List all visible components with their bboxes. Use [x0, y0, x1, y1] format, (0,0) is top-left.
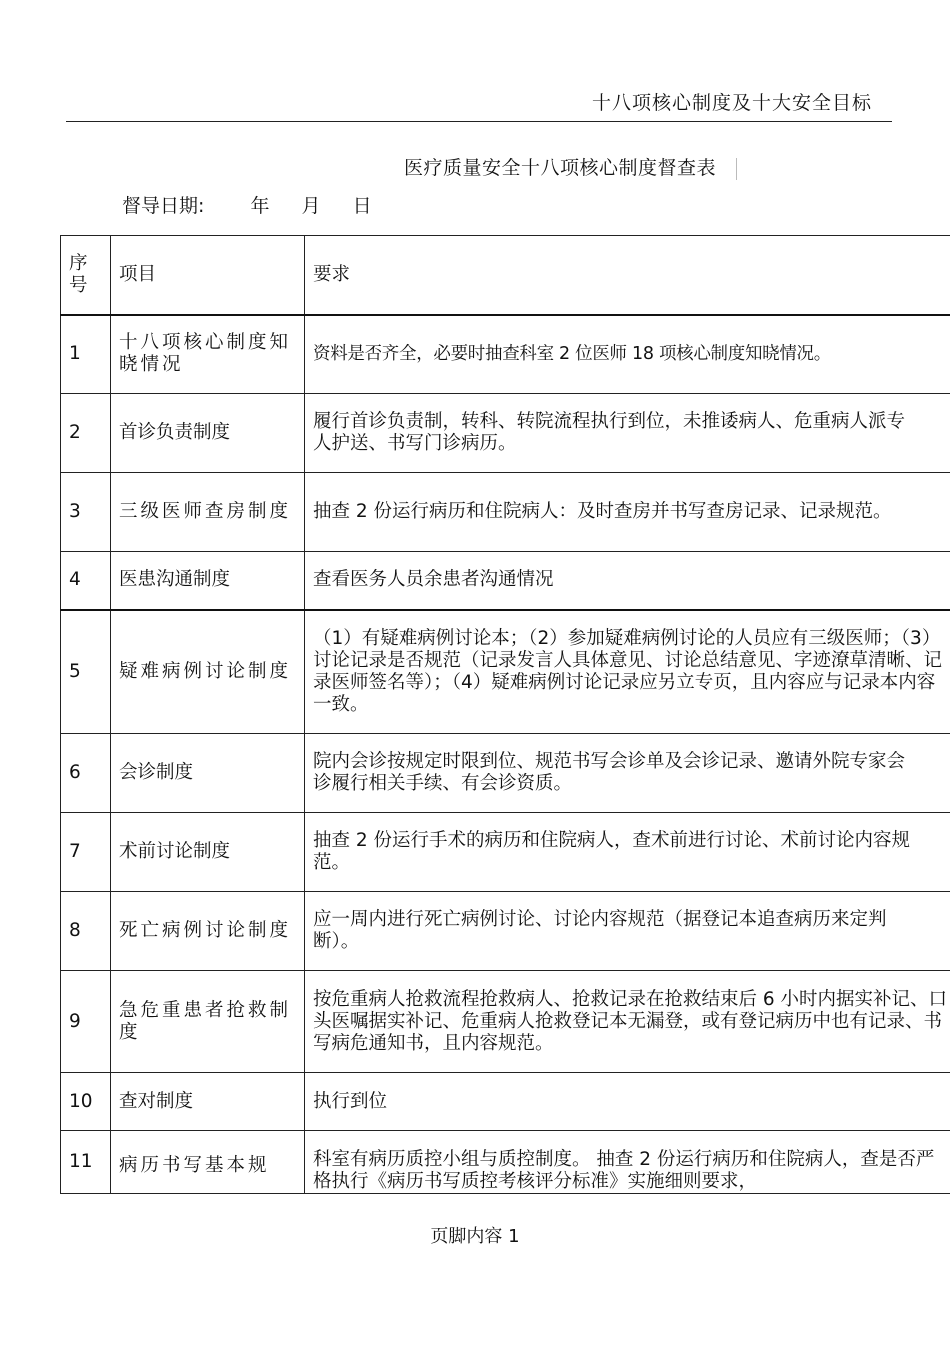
row-number: 3 — [61, 473, 111, 552]
table-row — [61, 473, 950, 552]
table-header-row — [61, 236, 950, 315]
row-requirement: 抽查 2 份运行手术的病历和住院病人，查术前进行讨论、术前讨论内容规范。 — [305, 813, 950, 892]
table-row — [61, 552, 950, 610]
row-requirement: 抽查 2 份运行病历和住院病人：及时查房并书写查房记录、记录规范。 — [305, 473, 950, 552]
date-day: 日 — [352, 195, 372, 217]
table-row — [61, 971, 950, 1073]
row-number: 6 — [61, 734, 111, 813]
date-line — [122, 191, 372, 218]
row-number: 9 — [61, 971, 111, 1073]
row-requirement: 院内会诊按规定时限到位、规范书写会诊单及会诊记录、邀请外院专家会诊履行相关手续、有会诊资质。 — [305, 734, 950, 813]
row-project: 术前讨论制度 — [111, 813, 305, 892]
row-number: 10 — [61, 1073, 111, 1131]
row-requirement: 履行首诊负责制，转科、转院流程执行到位，未推诿病人、危重病人派专人护送、书写门诊病历。 — [305, 394, 950, 473]
row-number: 1 — [61, 315, 111, 394]
date-month: 月 — [301, 195, 321, 217]
row-number: 5 — [61, 610, 111, 734]
row-project: 三级医师查房制度 — [111, 473, 305, 552]
row-project: 疑难病例讨论制度 — [111, 610, 305, 734]
table-row — [61, 315, 950, 394]
row-requirement: 资料是否齐全，必要时抽查科室 2 位医师 18 项核心制度知晓情况。 — [305, 315, 950, 394]
document-title — [404, 153, 737, 180]
header-requirement: 要求 — [305, 236, 950, 315]
row-number: 2 — [61, 394, 111, 473]
table-row — [61, 813, 950, 892]
text-cursor-mark — [736, 158, 737, 180]
row-number: 11 — [61, 1131, 111, 1194]
row-project: 会诊制度 — [111, 734, 305, 813]
header-seq — [61, 236, 111, 315]
row-requirement: 应一周内进行死亡病例讨论、讨论内容规范（据登记本追查病历来定判断）。 — [305, 892, 950, 971]
row-project: 查对制度 — [111, 1073, 305, 1131]
row-number: 8 — [61, 892, 111, 971]
row-project: 急危重患者抢救制度 — [111, 971, 305, 1073]
row-requirement: 执行到位 — [305, 1073, 950, 1131]
inspection-table — [60, 235, 950, 1194]
row-requirement: 科室有病历质控小组与质控制度。 抽查 2 份运行病历和住院病人，查是否严格执行《病历书写质控考核评分标准》实施细则要求， — [305, 1131, 950, 1194]
date-year: 年 — [250, 195, 270, 217]
page-footer: 页脚内容 1 — [430, 1226, 520, 1247]
row-number: 7 — [61, 813, 111, 892]
row-project: 首诊负责制度 — [111, 394, 305, 473]
table-row — [61, 1073, 950, 1131]
table-row — [61, 734, 950, 813]
date-label: 督导日期: — [122, 195, 205, 217]
row-project: 病历书写基本规 — [111, 1131, 305, 1194]
table-row — [61, 394, 950, 473]
row-project: 十八项核心制度知晓情况 — [111, 315, 305, 394]
table-row — [61, 1131, 950, 1194]
row-requirement: 按危重病人抢救流程抢救病人、抢救记录在抢救结束后 6 小时内据实补记、口头医嘱据实补记、危重病人抢救登记本无漏登，或有登记病历中也有记录、书写病危通知书，且内容规范。 — [305, 971, 950, 1073]
table-row — [61, 610, 950, 734]
table-row — [61, 892, 950, 971]
row-project: 死亡病例讨论制度 — [111, 892, 305, 971]
row-requirement: （1）有疑难病例讨论本；（2）参加疑难病例讨论的人员应有三级医师；（3）讨论记录是否规范（记录发言人具体意见、讨论总结意见、字迹潦草清晰、记录医师签名等）；（4）疑难病例讨论记录应另立专页，且内容应与记录本内容一致。 — [305, 610, 950, 734]
header-title: 十八项核心制度及十大安全目标 — [591, 92, 872, 114]
row-project: 医患沟通制度 — [111, 552, 305, 610]
header-seq-line2: 号 — [69, 274, 88, 296]
row-requirement: 查看医务人员余患者沟通情况 — [305, 552, 950, 610]
header-seq-line1: 序 — [69, 252, 88, 274]
header-project: 项目 — [111, 236, 305, 315]
row-number: 4 — [61, 552, 111, 610]
header-rule — [66, 121, 892, 122]
document-title-text: 医疗质量安全十八项核心制度督查表 — [404, 157, 717, 179]
